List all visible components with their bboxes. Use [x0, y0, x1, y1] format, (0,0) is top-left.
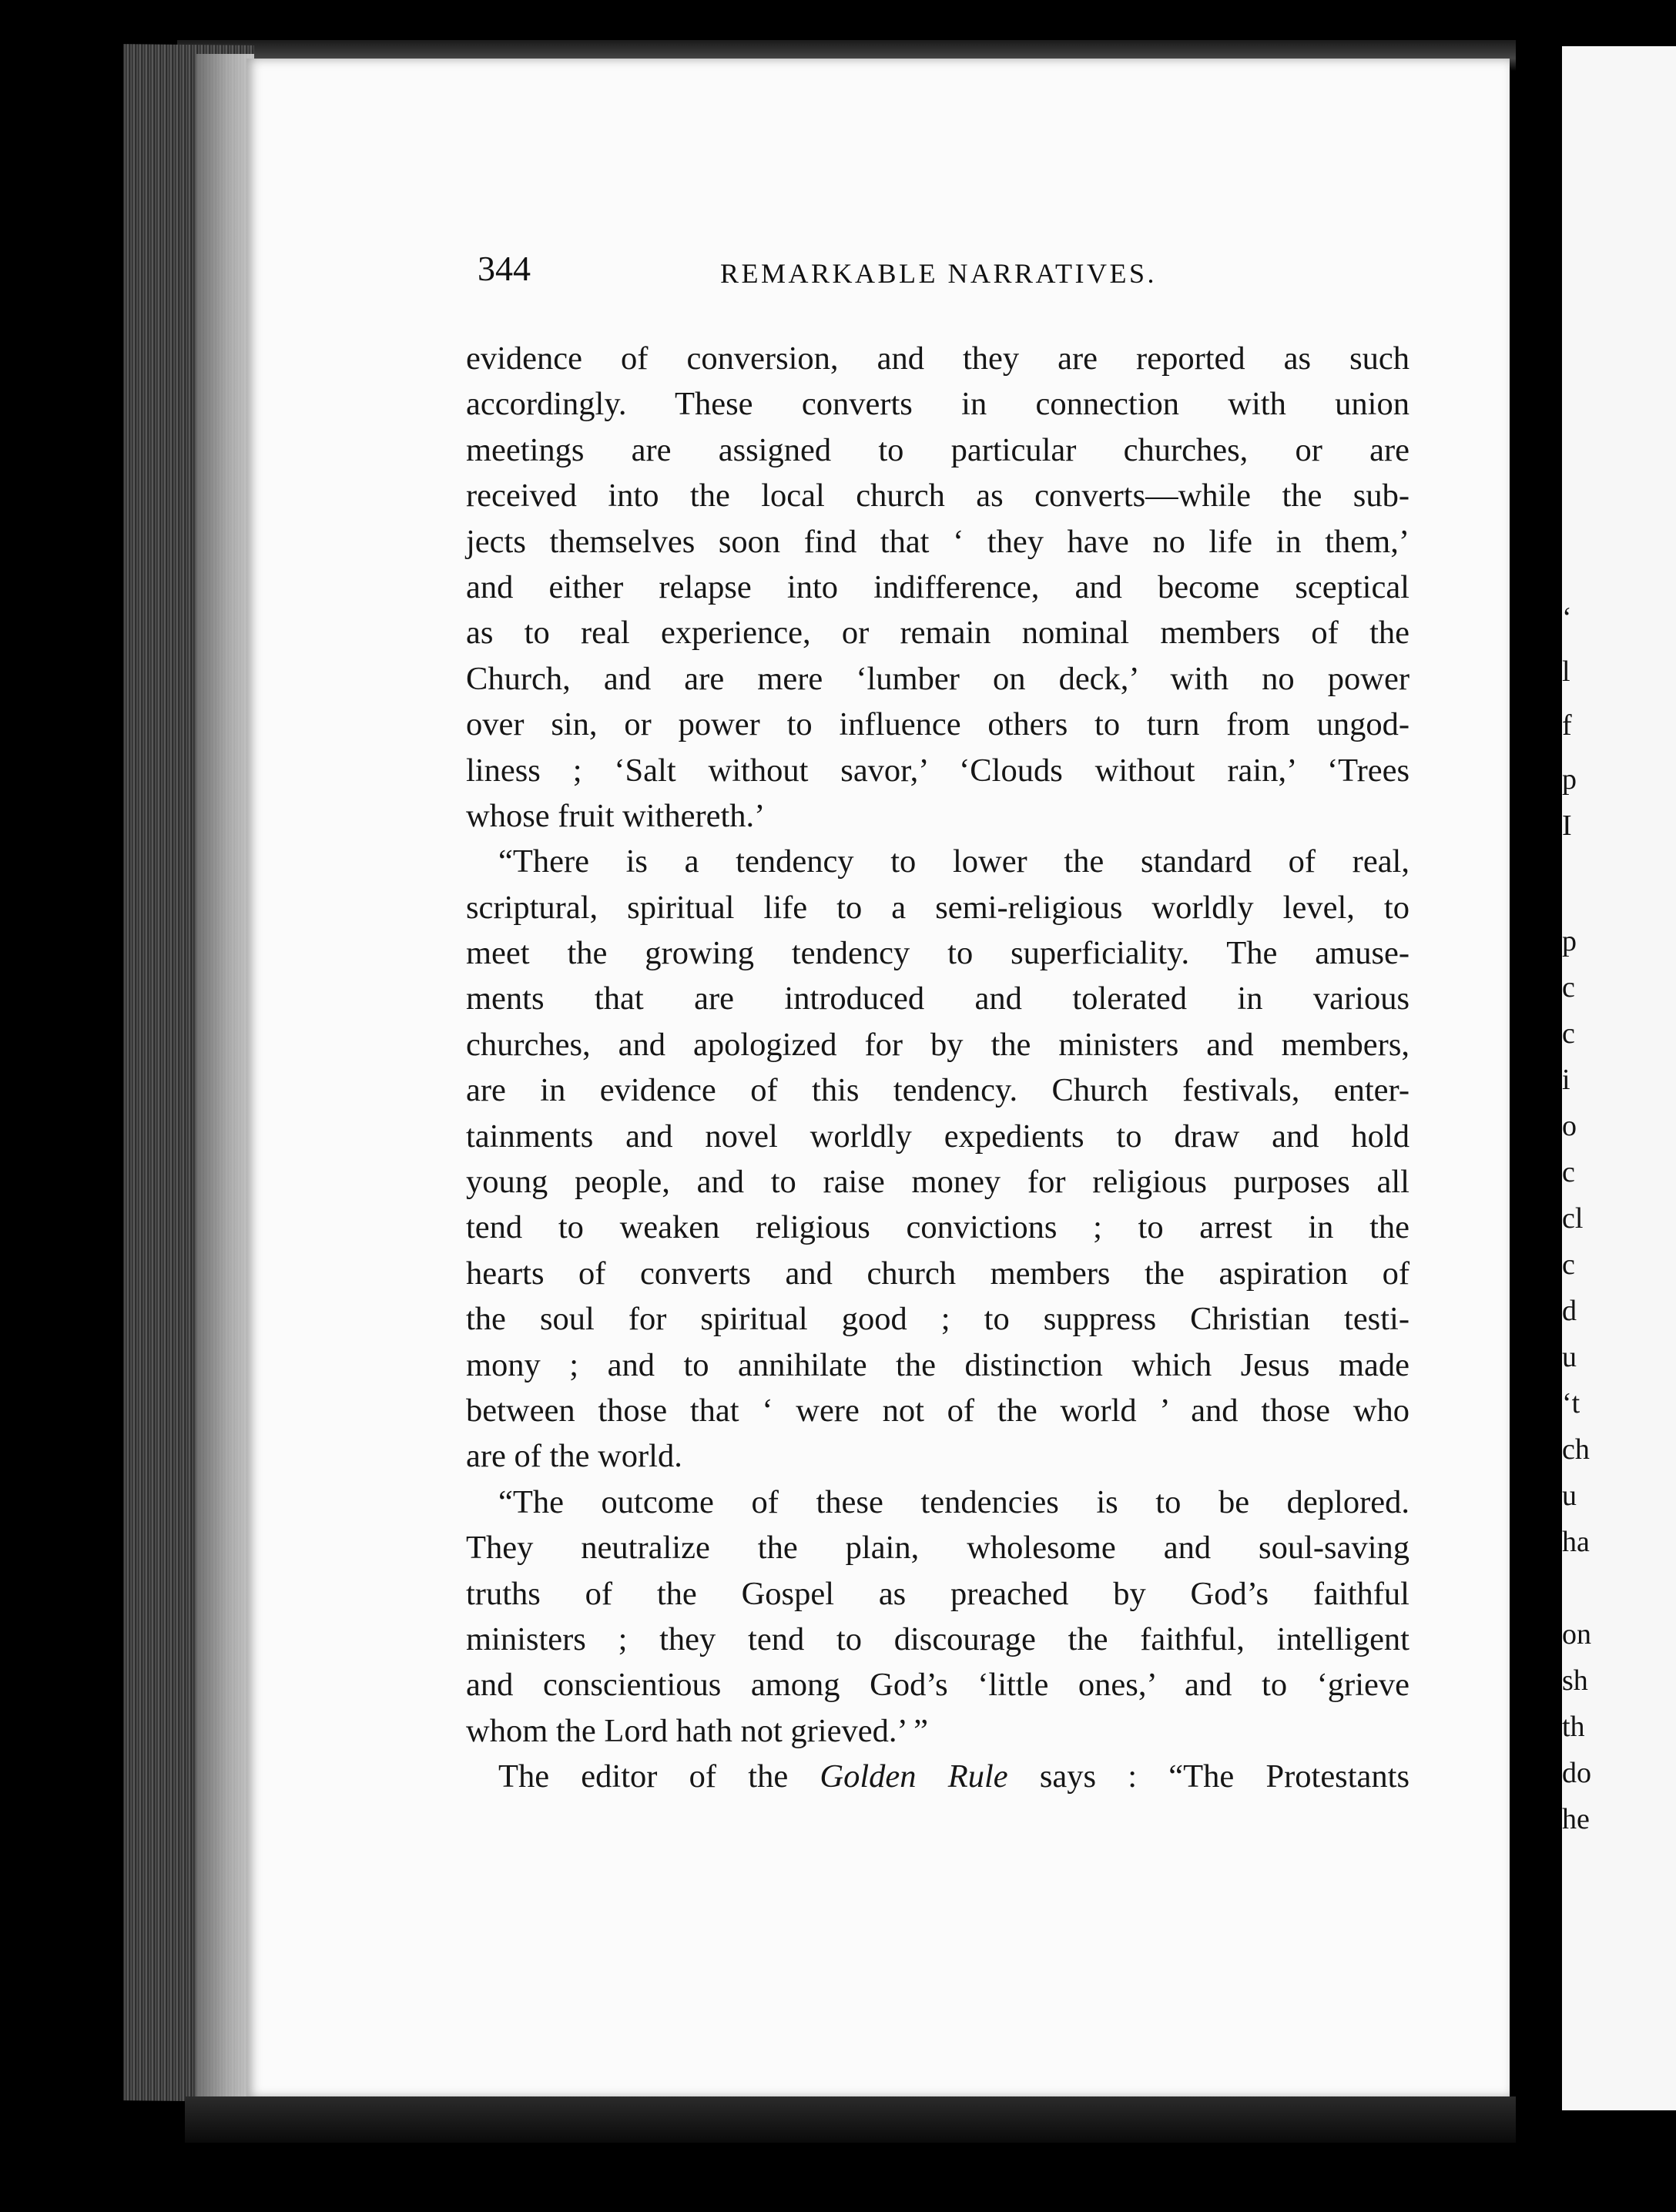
- facing-page-text: sh: [1562, 1664, 1588, 1697]
- text-line: liness ; ‘Salt without savor,’ ‘Clouds without rain,’ ‘Trees: [466, 752, 1410, 789]
- text-line: whom the Lord hath not grieved.’ ”: [466, 1712, 928, 1749]
- text-line: hearts of converts and church members the aspiration of: [466, 1255, 1410, 1292]
- facing-page-fragment: [1562, 46, 1676, 2110]
- text-line: tend to weaken religious convictions ; to arrest in the: [466, 1209, 1410, 1246]
- facing-page-text: c: [1562, 971, 1575, 1004]
- facing-page-text: ch: [1562, 1433, 1590, 1466]
- text-line: over sin, or power to influence others to turn from ungod-: [466, 706, 1410, 743]
- facing-page-text: u: [1562, 1341, 1577, 1373]
- facing-page-text: f: [1562, 709, 1572, 742]
- facing-page-text: cl: [1562, 1202, 1584, 1235]
- text-line: They neutralize the plain, wholesome and soul-saving: [466, 1530, 1410, 1567]
- text-line: ments that are introduced and tolerated in various: [466, 980, 1410, 1017]
- facing-page-text: i: [1562, 1064, 1570, 1096]
- facing-page-text: l: [1562, 655, 1570, 688]
- facing-page-text: c: [1562, 1248, 1575, 1281]
- text-line: “There is a tendency to lower the standard of real,: [498, 843, 1410, 880]
- facing-page-text: p: [1562, 925, 1577, 957]
- facing-page-text: I: [1562, 809, 1572, 842]
- facing-page-text: on: [1562, 1618, 1591, 1651]
- text-line: the soul for spiritual good ; to suppress Christian testi-: [466, 1301, 1410, 1338]
- text-line: churches, and apologized for by the ministers and members,: [466, 1026, 1410, 1063]
- text-line: are of the world.: [466, 1438, 682, 1475]
- facing-page-text: c: [1562, 1156, 1575, 1188]
- facing-page-text: p: [1562, 763, 1577, 796]
- book-page-edges-highlight: [196, 54, 254, 2103]
- facing-page-text: do: [1562, 1757, 1591, 1789]
- facing-page-text: th: [1562, 1711, 1585, 1743]
- text-line: jects themselves soon find that ‘ they have no life in them,’: [466, 523, 1410, 560]
- text-line: are in evidence of this tendency. Church festivals, enter-: [466, 1072, 1410, 1109]
- text-line: whose fruit withereth.’: [466, 797, 766, 834]
- text-line: meet the growing tendency to superficiality. The amuse-: [466, 935, 1410, 972]
- text-line: truths of the Gospel as preached by God’s faithful: [466, 1575, 1410, 1612]
- running-head: REMARKABLE NARRATIVES.: [720, 258, 1158, 289]
- facing-page-text: he: [1562, 1803, 1590, 1835]
- body-text: [466, 336, 1410, 1800]
- book-bottom-edge: [185, 2096, 1540, 2143]
- text-line: and conscientious among God’s ‘little ones,’ and to ‘grieve: [466, 1667, 1410, 1704]
- text-line: young people, and to raise money for religious purposes all: [466, 1164, 1410, 1201]
- page-number: 344: [478, 249, 531, 288]
- text-line: evidence of conversion, and they are reported as such: [466, 340, 1410, 377]
- text-line: tainments and novel worldly expedients to draw and hold: [466, 1118, 1410, 1155]
- facing-page-text: ‘: [1562, 602, 1572, 634]
- text-line: scriptural, spiritual life to a semi-religious worldly level, to: [466, 889, 1410, 926]
- text-line: as to real experience, or remain nominal members of the: [466, 615, 1410, 652]
- text-line: ministers ; they tend to discourage the faithful, intelligent: [466, 1620, 1410, 1657]
- facing-page-text: ha: [1562, 1526, 1590, 1558]
- text-line: Church, and are mere ‘lumber on deck,’ with no power: [466, 660, 1410, 697]
- facing-page-text: d: [1562, 1295, 1577, 1327]
- facing-page-text: c: [1562, 1017, 1575, 1050]
- final-line-before: The editor of the: [498, 1758, 820, 1795]
- text-line: mony ; and to annihilate the distinction which Jesus made: [466, 1346, 1410, 1383]
- text-line: accordingly. These converts in connection with union: [466, 386, 1410, 423]
- final-line-after: says : “The Protestants: [1007, 1758, 1410, 1795]
- facing-page-text: o: [1562, 1110, 1577, 1142]
- facing-page-text: u: [1562, 1480, 1577, 1512]
- book-gutter: [1516, 0, 1562, 2212]
- text-line: and either relapse into indifference, and become sceptical: [466, 568, 1410, 605]
- facing-page-text: ‘t: [1562, 1387, 1580, 1419]
- text-line-final: [466, 1754, 1410, 1799]
- text-line: “The outcome of these tendencies is to be deplored.: [498, 1483, 1410, 1520]
- publication-title: Golden Rule: [820, 1758, 1008, 1795]
- text-line: meetings are assigned to particular churches, or are: [466, 431, 1410, 468]
- text-line: between those that ‘ were not of the world ’ and those who: [466, 1392, 1410, 1429]
- text-line: received into the local church as converts—while the sub-: [466, 478, 1410, 514]
